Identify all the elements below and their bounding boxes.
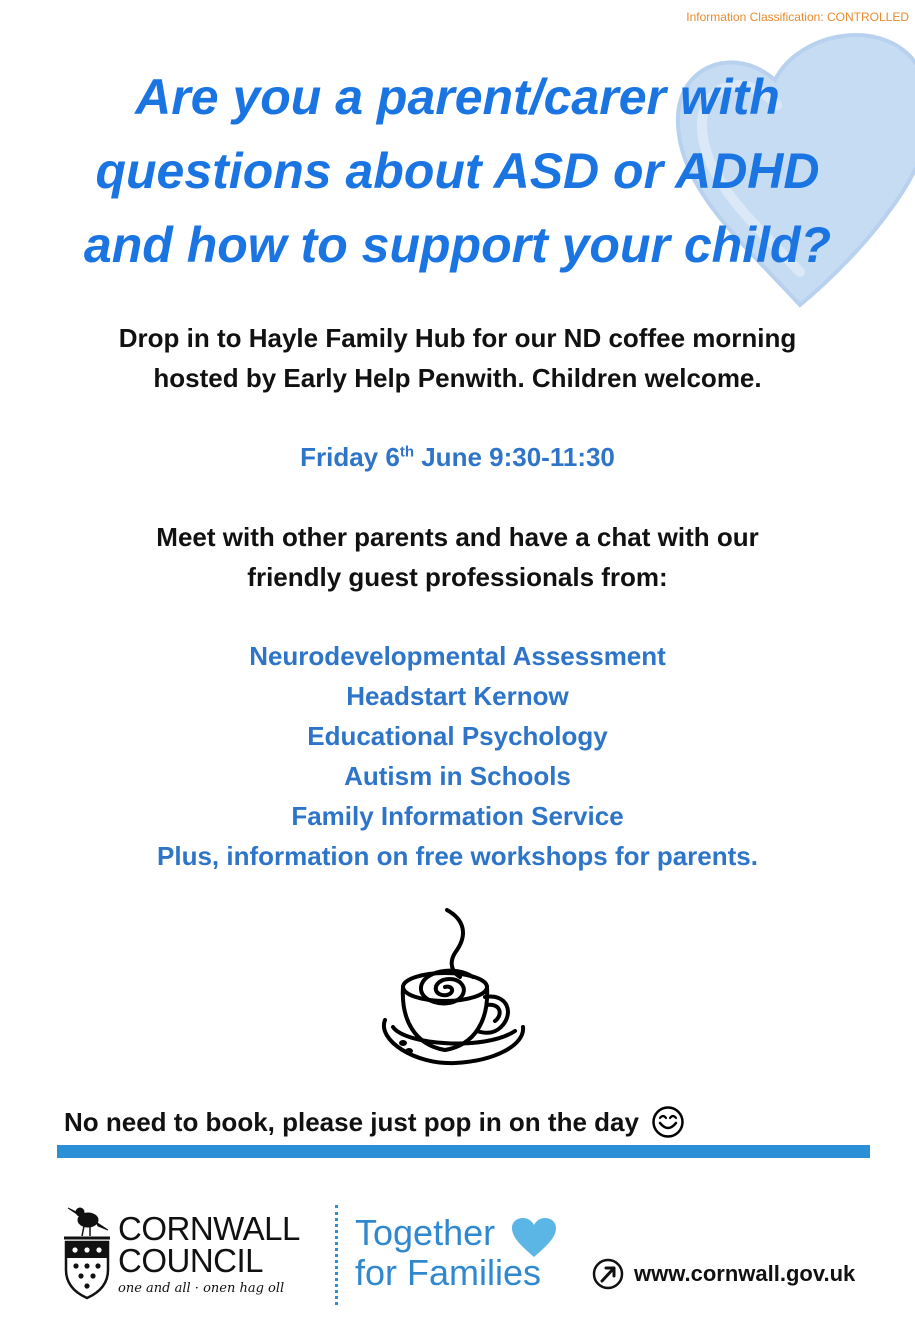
no-booking-message [64, 1100, 685, 1144]
arrow-circle-icon [592, 1258, 624, 1290]
council-name-line-2: COUNCIL [118, 1242, 264, 1279]
council-name-line-1: CORNWALL [118, 1210, 300, 1247]
council-logo-text [118, 1210, 328, 1299]
meet-text [0, 517, 915, 597]
event-day: Friday 6 [300, 442, 400, 472]
meet-line-2: friendly guest professionals from: [247, 562, 668, 592]
coffee-cup-icon [375, 905, 535, 1080]
professional-item: Headstart Kernow [346, 681, 569, 711]
tff-line-1: Together [355, 1212, 496, 1253]
classification-label: Information Classification: CONTROLLED [686, 10, 909, 24]
event-ordinal: th [399, 443, 414, 461]
no-booking-text: No need to book, please just pop in on the day [64, 1107, 639, 1137]
professional-item: Family Information Service [291, 801, 624, 831]
professional-item: Educational Psychology [307, 721, 608, 751]
professional-item: Autism in Schools [344, 761, 571, 791]
smiley-icon [651, 1105, 685, 1139]
meet-line-1: Meet with other parents and have a chat with our [156, 522, 759, 552]
headline-line-3: and how to support your child? [83, 217, 832, 273]
divider-rule [57, 1145, 870, 1158]
website-url[interactable]: www.cornwall.gov.uk [634, 1261, 856, 1286]
council-motto: one and all · onen hag oll [118, 1281, 285, 1296]
event-date [0, 437, 915, 477]
professionals-list [0, 636, 915, 876]
event-date-line [0, 437, 915, 477]
footer-separator [335, 1205, 338, 1305]
website-link[interactable] [592, 1258, 855, 1290]
headline [0, 60, 915, 282]
tff-line-2: for Families [355, 1252, 542, 1293]
heart-icon [510, 1217, 558, 1259]
intro-line-2: hosted by Early Help Penwith. Children welcome. [153, 363, 762, 393]
intro-text [0, 318, 915, 398]
event-time: June 9:30-11:30 [414, 442, 615, 472]
council-crest-icon [58, 1200, 116, 1300]
headline-line-1: Are you a parent/carer with [135, 69, 780, 125]
headline-line-2: questions about ASD or ADHD [95, 143, 820, 199]
workshops-note: Plus, information on free workshops for parents. [157, 841, 758, 871]
intro-line-1: Drop in to Hayle Family Hub for our ND coffee morning [118, 323, 797, 353]
professional-item: Neurodevelopmental Assessment [249, 641, 666, 671]
